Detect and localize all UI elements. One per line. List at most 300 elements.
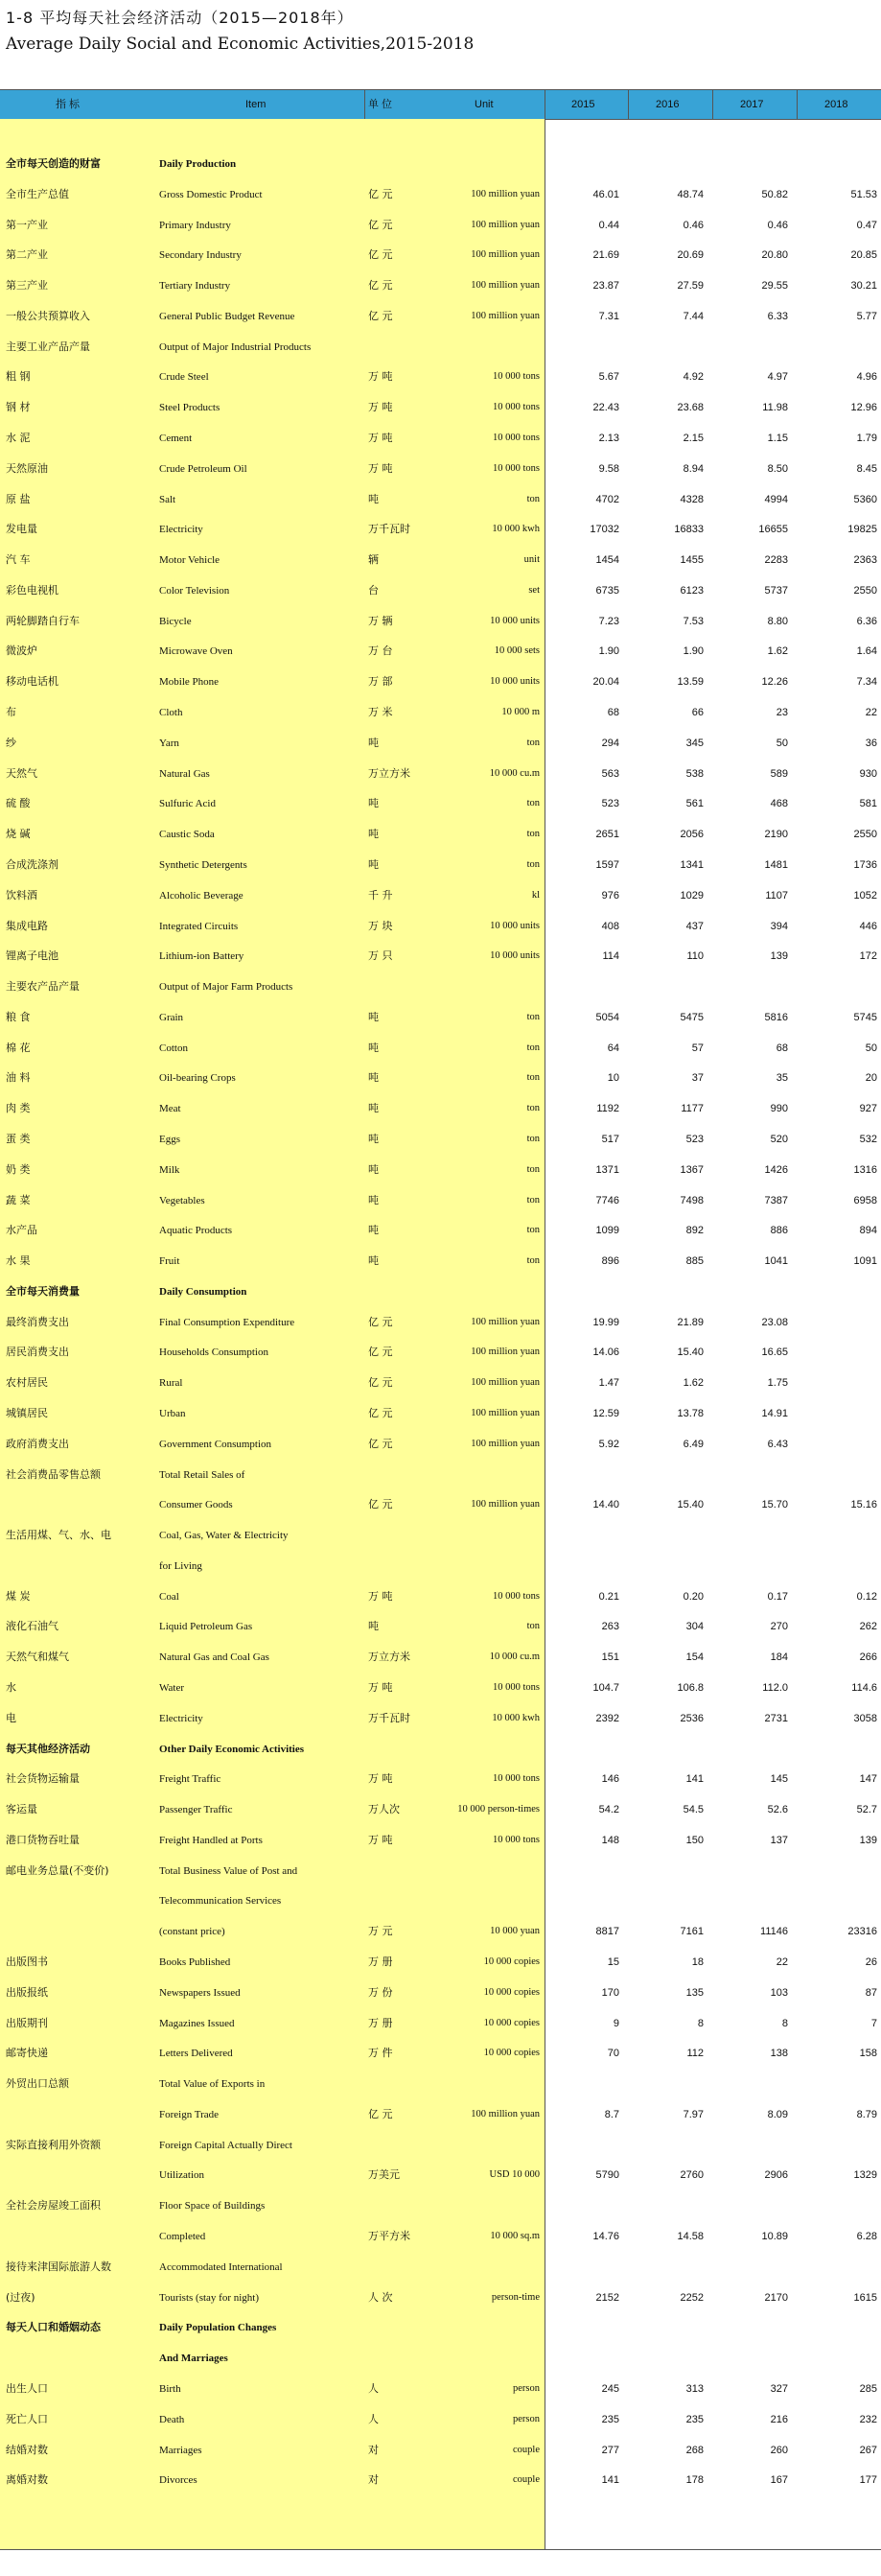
row-label-en: Secondary Industry (159, 249, 242, 262)
row-label-en: Cotton (159, 1042, 188, 1054)
row-value-2015: 21.69 (592, 249, 619, 262)
table-row (0, 850, 881, 880)
row-label-zh: 布 (6, 706, 16, 719)
row-value-2016: 2252 (680, 2291, 704, 2304)
table-row (0, 1825, 881, 1856)
row-unit-en: 10 000 copies (483, 1956, 540, 1968)
row-value-2016: 7.44 (683, 310, 704, 322)
row-label-zh: 邮电业务总量(不变价) (6, 1863, 109, 1877)
row-unit-zh: 亿 元 (368, 2107, 393, 2120)
row-value-2015: 5.92 (598, 1438, 619, 1450)
table-row (0, 1215, 881, 1246)
row-value-2015: 12.59 (592, 1407, 619, 1419)
row-unit-zh: 万 份 (368, 1985, 393, 1999)
row-value-2016: 106.8 (677, 1682, 704, 1694)
table-row (0, 2252, 881, 2283)
row-value-2017: 589 (770, 767, 788, 780)
row-unit-en: ton (526, 1072, 540, 1084)
row-label-en: Freight Traffic (159, 1773, 221, 1786)
row-value-2016: 7498 (680, 1194, 704, 1206)
row-label-en: Utilization (159, 2169, 205, 2182)
row-label-en: Color Television (159, 584, 230, 597)
row-unit-zh: 吨 (368, 736, 379, 749)
row-label-en: Birth (159, 2382, 181, 2395)
row-label-en: Total Retail Sales of (159, 1468, 245, 1481)
row-value-2015: 114 (602, 950, 619, 963)
row-unit-en: 100 million yuan (471, 1438, 540, 1449)
row-value-2015: 1597 (595, 858, 619, 871)
row-label-en: Crude Steel (159, 371, 209, 384)
row-value-2016: 345 (685, 737, 704, 749)
row-value-2018: 1316 (853, 1163, 877, 1176)
row-label-zh: 粗 钢 (6, 370, 31, 384)
row-value-2018: 51.53 (850, 188, 877, 200)
row-value-2017: 20.80 (761, 249, 788, 262)
table-row (0, 1276, 881, 1307)
table-row (0, 484, 881, 515)
row-value-2018: 0.12 (856, 1590, 877, 1603)
row-unit-en: 10 000 cu.m (489, 1651, 540, 1663)
row-label-en: Bicycle (159, 615, 192, 627)
row-value-2016: 1455 (680, 554, 704, 567)
row-value-2017: 4994 (764, 493, 788, 505)
row-value-2017: 2906 (764, 2169, 788, 2182)
row-unit-zh: 万 册 (368, 1955, 393, 1969)
table-row (0, 1489, 881, 1520)
column-divider (797, 89, 798, 119)
row-label-zh: 结婚对数 (6, 2443, 48, 2456)
row-value-2015: 235 (601, 2413, 619, 2425)
row-unit-zh: 万 吨 (368, 432, 393, 445)
row-value-2017: 8.80 (767, 615, 788, 627)
row-unit-zh: 吨 (368, 828, 379, 841)
table-row (0, 545, 881, 575)
table-row (0, 1611, 881, 1642)
row-unit-zh: 亿 元 (368, 1315, 393, 1328)
row-label-zh: 水 (6, 1681, 16, 1694)
row-unit-zh: 吨 (368, 1254, 379, 1268)
row-label-en: Freight Handled at Ports (159, 1834, 263, 1846)
table-row (0, 1460, 881, 1490)
row-value-2018: 5360 (853, 493, 877, 505)
row-unit-en: ton (526, 1103, 540, 1114)
table-row (0, 667, 881, 697)
row-value-2018: 262 (859, 1621, 877, 1633)
row-value-2018: 19825 (847, 524, 877, 536)
table-row (0, 1764, 881, 1794)
row-value-2018: 581 (859, 798, 877, 810)
row-label-en: Steel Products (159, 402, 220, 414)
row-unit-zh: 万立方米 (368, 1651, 410, 1664)
row-label-en: Rural (159, 1377, 183, 1390)
table-row (0, 1673, 881, 1703)
row-value-2018: 20 (865, 1072, 877, 1085)
row-label-zh: 全社会房屋竣工面积 (6, 2199, 101, 2213)
table-row (0, 2160, 881, 2190)
row-unit-zh: 人 (368, 2381, 379, 2395)
row-value-2017: 7387 (764, 1194, 788, 1206)
row-label-en: Primary Industry (159, 219, 231, 231)
row-value-2016: 66 (691, 707, 704, 719)
row-value-2015: 23.87 (592, 280, 619, 293)
row-value-2018: 30.21 (850, 280, 877, 293)
row-value-2017: 112.0 (762, 1682, 788, 1694)
row-label-en: Floor Space of Buildings (159, 2200, 266, 2213)
row-value-2016: 6123 (680, 584, 704, 597)
table-row (0, 575, 881, 606)
row-unit-zh: 亿 元 (368, 1376, 393, 1390)
table-header (0, 89, 881, 120)
row-value-2018: 266 (859, 1651, 877, 1664)
table-row (0, 1246, 881, 1276)
row-value-2016: 2536 (680, 1712, 704, 1724)
row-label-zh: 棉 花 (6, 1041, 31, 1054)
row-unit-zh: 万平方米 (368, 2230, 410, 2243)
row-unit-en: 10 000 units (490, 615, 540, 626)
row-label-zh: 全市每天消费量 (6, 1284, 80, 1298)
row-value-2015: 68 (607, 707, 619, 719)
row-unit-zh: 万 吨 (368, 1681, 393, 1694)
row-value-2018: 147 (859, 1773, 877, 1786)
row-value-2016: 15.40 (677, 1499, 704, 1511)
row-unit-en: 10 000 sq.m (490, 2231, 540, 2242)
row-label-en: Output of Major Farm Products (159, 981, 293, 994)
row-value-2017: 2190 (764, 829, 788, 841)
row-value-2015: 15 (607, 1956, 619, 1969)
row-label-en: Synthetic Detergents (159, 858, 247, 871)
table-row (0, 1978, 881, 2008)
row-label-zh: 出版图书 (6, 1955, 48, 1969)
header-year-2016: 2016 (656, 99, 680, 110)
row-unit-en: 10 000 units (490, 920, 540, 931)
table-row (0, 392, 881, 423)
row-unit-zh: 万 只 (368, 949, 393, 963)
row-unit-en: 100 million yuan (471, 1377, 540, 1389)
row-value-2018: 139 (859, 1834, 877, 1846)
row-value-2018: 267 (859, 2444, 877, 2456)
table-row (0, 1703, 881, 1734)
row-unit-en: 10 000 tons (492, 371, 540, 383)
row-value-2016: 21.89 (677, 1316, 704, 1328)
row-value-2016: 13.59 (677, 676, 704, 689)
row-value-2018: 50 (865, 1042, 877, 1054)
row-unit-en: couple (513, 2444, 540, 2455)
row-unit-en: 10 000 tons (492, 402, 540, 413)
table-row (0, 819, 881, 850)
table-row (0, 972, 881, 1002)
header-unit-en: Unit (475, 99, 494, 110)
row-value-2015: 7746 (595, 1194, 619, 1206)
row-unit-en: 10 000 tons (492, 462, 540, 474)
table-row (0, 1124, 881, 1155)
row-unit-zh: 亿 元 (368, 248, 393, 262)
row-label-en: Salt (159, 493, 176, 505)
row-value-2017: 2283 (764, 554, 788, 567)
row-label-zh: 两轮脚踏自行车 (6, 614, 80, 627)
row-label-en: (constant price) (159, 1926, 225, 1938)
row-label-en: Aquatic Products (159, 1225, 233, 1237)
row-label-zh: (过夜) (6, 2290, 35, 2304)
row-unit-zh: 亿 元 (368, 1346, 393, 1359)
row-value-2016: 141 (685, 1773, 704, 1786)
row-value-2018: 172 (859, 950, 877, 963)
row-label-en: Eggs (159, 1133, 180, 1145)
row-value-2018: 2550 (853, 584, 877, 597)
row-value-2017: 137 (770, 1834, 788, 1846)
row-unit-zh: 万 吨 (368, 461, 393, 475)
row-value-2017: 15.70 (761, 1499, 788, 1511)
row-label-zh: 港口货物吞吐量 (6, 1833, 80, 1846)
row-value-2015: 9.58 (598, 462, 619, 475)
row-unit-en: unit (523, 554, 540, 566)
row-label-zh: 主要农产品产量 (6, 980, 80, 994)
row-value-2015: 1371 (595, 1163, 619, 1176)
row-label-zh: 实际直接利用外资额 (6, 2138, 101, 2151)
row-label-zh: 饮料酒 (6, 888, 37, 902)
row-value-2017: 50.82 (761, 188, 788, 200)
row-label-zh: 粮 食 (6, 1010, 31, 1023)
row-unit-en: person-time (491, 2291, 540, 2303)
table-row (0, 1947, 881, 1978)
row-unit-en: 100 million yuan (471, 1407, 540, 1418)
row-value-2016: 0.20 (683, 1590, 704, 1603)
row-value-2015: 22.43 (592, 402, 619, 414)
row-unit-zh: 人 次 (368, 2290, 393, 2304)
row-value-2018: 2363 (853, 554, 877, 567)
row-value-2017: 8.50 (767, 462, 788, 475)
row-value-2018: 1091 (853, 1255, 877, 1268)
row-label-en: Accommodated International (159, 2260, 283, 2273)
row-unit-en: 100 million yuan (471, 2108, 540, 2119)
row-value-2017: 2731 (764, 1712, 788, 1724)
row-value-2015: 5054 (595, 1011, 619, 1023)
row-value-2015: 1454 (595, 554, 619, 567)
row-label-en: Completed (159, 2231, 206, 2243)
row-value-2016: 37 (691, 1072, 704, 1085)
row-value-2017: 29.55 (761, 280, 788, 293)
row-value-2016: 15.40 (677, 1347, 704, 1359)
row-value-2016: 7.97 (683, 2108, 704, 2120)
row-value-2018: 12.96 (850, 402, 877, 414)
header-unit-zh: 单 位 (368, 99, 393, 110)
row-label-zh: 外贸出口总额 (6, 2077, 69, 2091)
row-label-zh: 蛋 类 (6, 1132, 31, 1145)
row-value-2017: 260 (770, 2444, 788, 2456)
row-value-2016: 1341 (680, 858, 704, 871)
table-row (0, 2221, 881, 2252)
row-value-2015: 2392 (595, 1712, 619, 1724)
row-unit-en: 100 million yuan (471, 219, 540, 230)
table-row (0, 514, 881, 545)
table-row (0, 1002, 881, 1033)
row-unit-zh: 万 块 (368, 919, 393, 932)
row-value-2016: 13.78 (677, 1407, 704, 1419)
row-value-2015: 1192 (596, 1103, 619, 1115)
row-value-2015: 523 (601, 798, 619, 810)
row-unit-en: 100 million yuan (471, 280, 540, 292)
row-value-2015: 5.67 (598, 371, 619, 384)
row-unit-en: ton (526, 737, 540, 748)
table-row (0, 1642, 881, 1673)
row-unit-zh: 台 (368, 583, 379, 597)
row-label-en: Passenger Traffic (159, 1804, 233, 1816)
row-value-2016: 23.68 (677, 402, 704, 414)
row-value-2016: 6.49 (683, 1438, 704, 1450)
row-label-en: Telecommunication Services (159, 1895, 282, 1908)
row-value-2015: 104.7 (592, 1682, 619, 1694)
table-row (0, 2312, 881, 2343)
row-value-2018: 23316 (847, 1926, 877, 1938)
row-unit-en: ton (526, 1194, 540, 1206)
row-unit-zh: 万 米 (368, 706, 393, 719)
row-label-en: Marriages (159, 2444, 202, 2456)
row-unit-en: ton (526, 1225, 540, 1236)
row-unit-zh: 万 吨 (368, 370, 393, 384)
row-label-zh: 一般公共预算收入 (6, 309, 90, 322)
row-label-zh: 客运量 (6, 1803, 37, 1816)
row-value-2018: 36 (865, 737, 877, 749)
row-value-2015: 1.90 (598, 645, 619, 658)
row-value-2016: 135 (685, 1986, 704, 1999)
table-row (0, 636, 881, 667)
row-value-2016: 150 (685, 1834, 704, 1846)
row-label-en: Consumer Goods (159, 1499, 233, 1511)
row-value-2016: 2760 (680, 2169, 704, 2182)
row-value-2015: 263 (601, 1621, 619, 1633)
row-unit-zh: 亿 元 (368, 309, 393, 322)
table-row (0, 1885, 881, 1916)
row-value-2015: 46.01 (592, 188, 619, 200)
row-value-2018: 1329 (853, 2169, 877, 2182)
row-unit-en: USD 10 000 (489, 2169, 540, 2181)
row-value-2016: 2.15 (683, 433, 704, 445)
row-label-en: Sulfuric Acid (159, 798, 216, 810)
row-value-2016: 4328 (680, 493, 704, 505)
table-row (0, 270, 881, 301)
row-value-2016: 20.69 (677, 249, 704, 262)
row-label-en: Letters Delivered (159, 2048, 233, 2060)
row-value-2016: 2056 (680, 829, 704, 841)
row-value-2016: 304 (685, 1621, 704, 1633)
row-value-2017: 1481 (764, 858, 788, 871)
row-value-2018: 927 (859, 1103, 877, 1115)
row-value-2016: 5475 (680, 1011, 704, 1023)
row-unit-en: 100 million yuan (471, 1347, 540, 1358)
row-unit-en: 10 000 sets (494, 645, 540, 657)
row-value-2015: 277 (601, 2444, 619, 2456)
row-value-2018: 114.6 (851, 1682, 877, 1694)
row-label-en: Integrated Circuits (159, 920, 239, 932)
row-label-zh: 肉 类 (6, 1102, 31, 1115)
row-label-zh: 社会货物运输量 (6, 1772, 80, 1786)
row-label-en: Crude Petroleum Oil (159, 462, 247, 475)
row-label-en: Foreign Capital Actually Direct (159, 2139, 292, 2151)
row-label-zh: 发电量 (6, 523, 37, 536)
row-label-en: Natural Gas and Coal Gas (159, 1651, 269, 1664)
table-row (0, 1155, 881, 1185)
row-label-en: Final Consumption Expenditure (159, 1316, 295, 1328)
row-label-zh: 移动电话机 (6, 675, 58, 689)
row-label-en: Coal (159, 1590, 179, 1603)
row-value-2016: 313 (685, 2382, 704, 2395)
row-label-zh: 天然气 (6, 766, 37, 780)
table-row (0, 240, 881, 270)
row-value-2015: 2651 (595, 829, 619, 841)
row-label-en: Daily Production (159, 158, 237, 170)
row-value-2017: 1.75 (767, 1377, 788, 1390)
row-label-zh: 奶 类 (6, 1162, 31, 1176)
row-unit-en: 10 000 m (501, 707, 540, 718)
row-value-2016: 48.74 (677, 188, 704, 200)
table-row (0, 788, 881, 819)
row-label-zh: 油 料 (6, 1071, 31, 1085)
row-label-en: Government Consumption (159, 1438, 272, 1450)
row-value-2017: 23 (776, 707, 788, 719)
row-unit-en: 100 million yuan (471, 310, 540, 321)
row-label-en: Foreign Trade (159, 2108, 220, 2120)
row-unit-en: 10 000 copies (483, 2048, 540, 2059)
row-unit-en: person (513, 2382, 540, 2394)
row-value-2016: 16833 (674, 524, 704, 536)
row-label-zh: 钢 材 (6, 401, 31, 414)
row-value-2017: 6.33 (767, 310, 788, 322)
row-value-2018: 1615 (853, 2291, 877, 2304)
row-value-2018: 7 (870, 2017, 877, 2029)
row-unit-zh: 亿 元 (368, 218, 393, 231)
table-row (0, 2130, 881, 2161)
row-label-zh: 微波炉 (6, 644, 37, 658)
row-value-2017: 520 (770, 1133, 788, 1145)
row-value-2015: 141 (601, 2474, 619, 2487)
row-unit-zh: 万千瓦时 (368, 1711, 410, 1724)
row-value-2017: 0.46 (767, 219, 788, 231)
row-value-2017: 886 (770, 1225, 788, 1237)
row-unit-en: 10 000 yuan (490, 1926, 540, 1937)
row-label-zh: 主要工业产品产量 (6, 340, 90, 353)
row-label-zh: 社会消费品零售总额 (6, 1467, 101, 1481)
row-label-zh: 第三产业 (6, 279, 48, 293)
row-label-zh: 天然原油 (6, 461, 48, 475)
row-value-2016: 235 (685, 2413, 704, 2425)
row-unit-zh: 万美元 (368, 2168, 400, 2182)
row-label-en: Lithium-ion Battery (159, 950, 244, 963)
row-unit-zh: 辆 (368, 553, 379, 567)
row-value-2017: 468 (770, 798, 788, 810)
table-row (0, 1916, 881, 1947)
row-label-en: Urban (159, 1407, 186, 1419)
row-value-2016: 1.62 (683, 1377, 704, 1390)
row-label-en: Books Published (159, 1956, 231, 1969)
table-row (0, 1581, 881, 1612)
row-value-2017: 1426 (764, 1163, 788, 1176)
row-label-zh: 全市每天创造的财富 (6, 157, 101, 170)
row-value-2016: 437 (685, 920, 704, 932)
row-value-2015: 517 (601, 1133, 619, 1145)
row-unit-en: ton (526, 1621, 540, 1632)
row-value-2015: 976 (601, 889, 619, 902)
row-value-2015: 8.7 (604, 2108, 619, 2120)
row-value-2017: 50 (776, 737, 788, 749)
row-unit-en: 10 000 cu.m (489, 767, 540, 779)
row-label-zh: 接待来津国际旅游人数 (6, 2260, 111, 2273)
row-label-en: Yarn (159, 737, 179, 749)
row-value-2017: 145 (770, 1773, 788, 1786)
row-value-2015: 4702 (595, 493, 619, 505)
row-value-2018: 5.77 (856, 310, 877, 322)
row-value-2018: 20.85 (850, 249, 877, 262)
row-label-en: Caustic Soda (159, 829, 215, 841)
row-value-2017: 6.43 (767, 1438, 788, 1450)
